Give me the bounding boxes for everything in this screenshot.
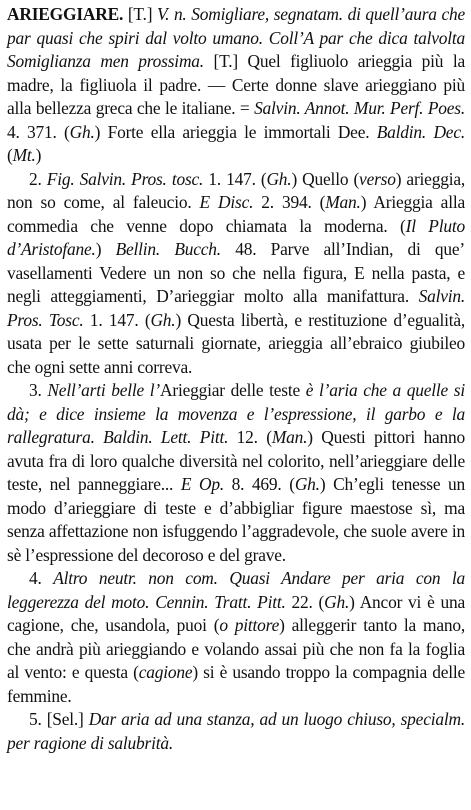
italic-run: Salvin. Pros. Tosc. [7, 286, 465, 330]
text-run: 4. [29, 568, 54, 588]
italic-run: Dar aria ad una stanza, ad un luogo chiuso, specialm. per ragione di salubrità. [7, 709, 465, 753]
text-run: ) alleggerir tanto la mano, che andrà più arieggiando e volando assai più che non fa la foglia al vento: e questa ( [7, 615, 465, 682]
headword: ARIEGGIARE. [7, 4, 124, 24]
text-run: 4. 371. ( [7, 121, 70, 142]
text-run: 2. 394. ( [253, 192, 326, 212]
text-run: ) Ch’egli tenesse un modo d’arieggiare di teste e d’abbigliar figure maestose sì, ma senza affettazione non isfuggendo l’aggradevole, che suole avere in sè l’espressione del decoroso e del grave. [7, 474, 465, 565]
text-run: 8. 469. ( [223, 474, 295, 494]
italic-run: V. n. Somigliare, segnatam. di quell’aura che par quasi che spiri dal volto umano. Coll’A par che dica talvolta Somiglianza men prossima. [7, 4, 465, 71]
italic-run: Baldin. Dec. [376, 121, 465, 142]
italic-run: Salvin. Annot. Mur. Perf. Poes. [254, 98, 465, 118]
text-run: ) Questa libertà, e restituzione d’egualità, usata per le sette saturnali giornate, arieggia all’ebraico giubileo che ogni sette anni correva. [7, 309, 466, 377]
text-run: 1. 147. ( [83, 309, 151, 330]
italic-run: Gh. [150, 309, 176, 330]
entry-definition-main [7, 3, 465, 168]
entry-sense-3 [7, 379, 465, 567]
italic-run: E Disc. [199, 192, 254, 212]
text-run: ) arieggia, non so come, al faleucio. [7, 168, 465, 212]
text-run: ) Forte ella arieggia le immortali Dee. [94, 121, 377, 142]
text-run: 2. [29, 168, 47, 189]
italic-run: cagione [138, 662, 193, 682]
italic-run: è l’aria che a quelle si dà; e dice insieme la movenza e l’espressione, il garbo e la rallegratura. Baldin. Lett. Pitt. [7, 380, 465, 447]
text-run: 22. ( [285, 591, 325, 612]
italic-run: Fig. Salvin. Pros. tosc. [46, 168, 204, 189]
italic-run: Gh. [324, 591, 350, 612]
italic-run: Il Pluto d’Aristofane. [7, 215, 465, 259]
italic-run: Nell’arti belle l’ [47, 380, 161, 400]
entry-sense-4 [7, 567, 465, 708]
text-run: 3. [29, 380, 48, 400]
italic-run: Altro neutr. non com. Quasi Andare per aria con la leggerezza del moto. Cennin. Tratt. Pitt. [7, 568, 465, 612]
text-run: ) Questi pittori hanno avuta fra di loro qualche diversità nel colorito, nell’arieggiare delle teste, nel panneggiare... [7, 427, 465, 494]
text-run: ( [7, 145, 13, 165]
entry-sense-5 [7, 708, 465, 755]
italic-run: Gh. [294, 474, 320, 494]
italic-run: E Op. [180, 474, 224, 494]
text-run: ) si è usando troppo la compagnia delle femmine. [7, 662, 465, 706]
italic-run: Man. [271, 427, 308, 447]
text-run: 1. 147. ( [203, 168, 267, 189]
italic-run: o pittore [219, 615, 280, 635]
text-run: Arieggiar delle teste [160, 380, 306, 400]
text-run: ) [35, 145, 42, 165]
italic-run: Gh. [69, 121, 95, 142]
text-run: ) Arieggia alla commedia che venne dopo chiamata la moderna. ( [7, 192, 465, 236]
text-run: ) Ancor vi è una cagione, che, usandola, puoi ( [7, 591, 465, 635]
text-run: 12. ( [228, 427, 272, 447]
italic-run: Man. [325, 192, 361, 212]
text-run: ) Quello ( [291, 168, 360, 189]
italic-run: Gh. [266, 168, 292, 189]
text-run: 5. [Sel.] [29, 709, 89, 729]
entry-sense-2 [7, 168, 465, 380]
text-run: [T.] Quel figliuolo arieggia più la madre, la figliuola il padre. — Certe donne slave arieggiano più alla bellezza greca che le italiane. = [7, 51, 465, 118]
italic-run: Mt. [12, 145, 36, 165]
text-run: 48. Parve all’Indian, di que’ vasellamenti Vedere un non so che nella figura, E nella pasta, e negli atteggiamenti, D’arieggiar molto alla manifattura. [7, 239, 466, 306]
text-run: [T.] [123, 4, 157, 24]
italic-run: Bellin. Bucch. [115, 239, 221, 259]
italic-run: verso [359, 168, 396, 189]
text-run: ) [95, 239, 116, 259]
